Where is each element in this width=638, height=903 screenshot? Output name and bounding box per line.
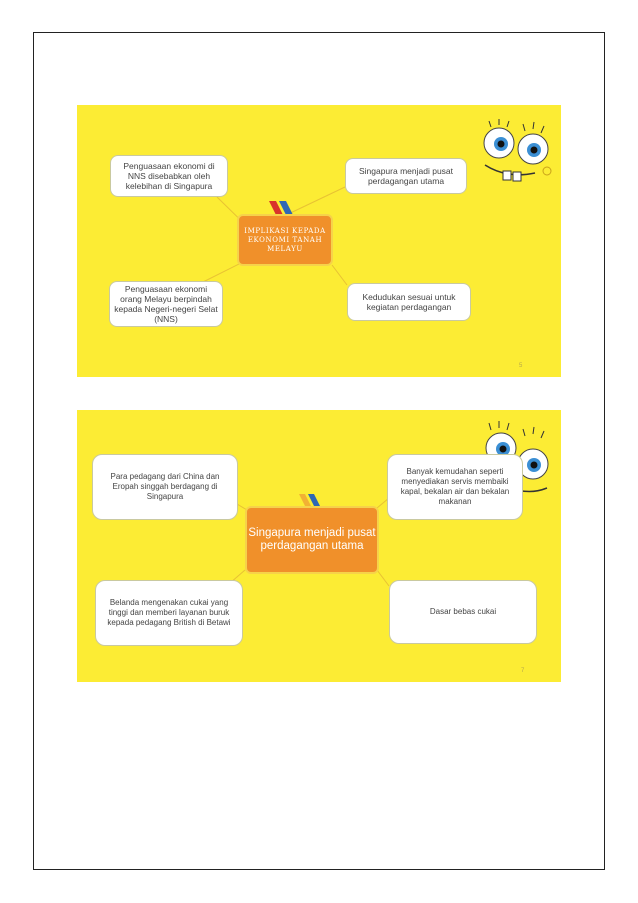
slide-2 (77, 410, 561, 682)
center-topic: Singapura menjadi pusat perdagangan utama (245, 506, 379, 574)
mindmap-node-2: Singapura menjadi pusat perdagangan utama (345, 158, 467, 194)
mindmap-node-2: Banyak kemudahan seperti menyediakan servis membaiki kapal, bekalan air dan bekalan makanan (387, 454, 523, 520)
page-number: 5 (519, 363, 523, 369)
page-number: 7 (521, 668, 525, 674)
center-topic: IMPLIKASI KEPADA EKONOMI TANAH MELAYU (237, 214, 333, 266)
mindmap-node-3: Belanda mengenakan cukai yang tinggi dan memberi layanan buruk kepada pedagang British di Betawi (95, 580, 243, 646)
mindmap-node-4: Dasar bebas cukai (389, 580, 537, 644)
mindmap-node-4: Kedudukan sesuai untuk kegiatan perdagangan (347, 283, 471, 321)
slide-1 (77, 105, 561, 377)
mindmap-node-1: Penguasaan ekonomi di NNS disebabkan oleh kelebihan di Singapura (110, 155, 228, 197)
mindmap-node-1: Para pedagang dari China dan Eropah singgah berdagang di Singapura (92, 454, 238, 520)
spongebob-eyes-icon (477, 119, 557, 191)
mindmap-node-3: Penguasaan ekonomi orang Melayu berpindah kepada Negeri-negeri Selat (NNS) (109, 281, 223, 327)
